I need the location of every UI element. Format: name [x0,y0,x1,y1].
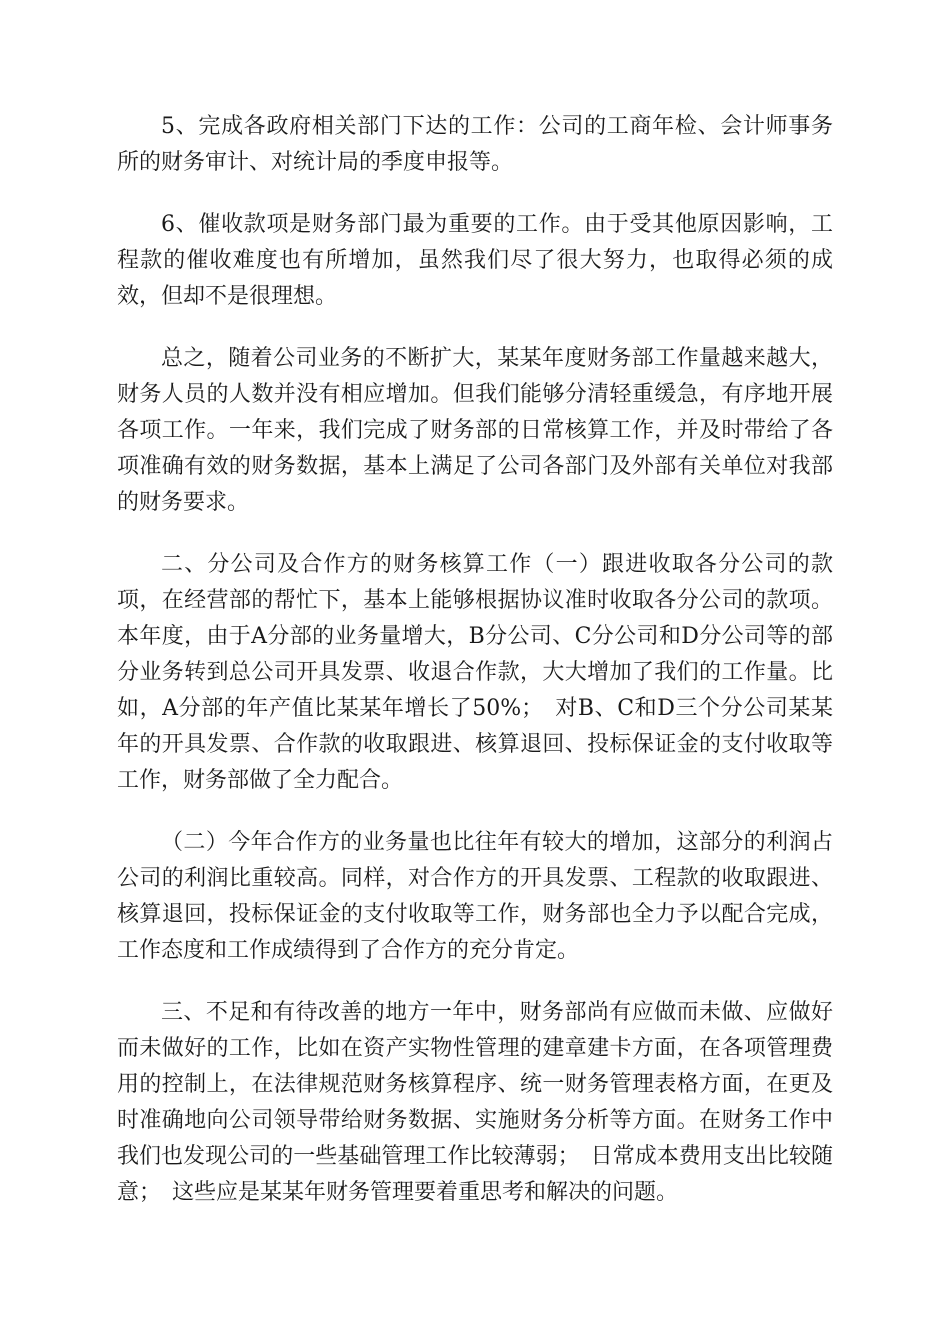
paragraph-item-6: 6、催收款项是财务部门最为重要的工作。由于受其他原因影响，工程款的催收难度也有所增加，虽然我们尽了很大努力，也取得必须的成效，但却不是很理想。 [117,212,833,309]
paragraph-section-three: 三、不足和有待改善的地方一年中，财务部尚有应做而未做、应做好而未做好的工作，比如在资产实物性管理的建章建卡方面，在各项管理费用的控制上，在法律规范财务核算程序、统一财务管理表格方面，在更及时准确地向公司领导带给财务数据、实施财务分析等方面。在财务工作中我们也发现公司的一些基础管理工作比较薄弱； 日常成本费用支出比较随意； 这些应是某某年财务管理要着重思考和解决的问题。 [117,1000,833,1205]
paragraph-summary: 总之，随着公司业务的不断扩大，某某年度财务部工作量越来越大，财务人员的人数并没有相应增加。但我们能够分清轻重缓急，有序地开展各项工作。一年来，我们完成了财务部的日常核算工作，并及时带给了各项准确有效的财务数据，基本上满足了公司各部门及外部有关单位对我部的财务要求。 [117,346,833,515]
document-body [117,109,833,1211]
paragraph-section-two: 二、分公司及合作方的财务核算工作（一）跟进收取各分公司的款项，在经营部的帮忙下，基本上能够根据协议准时收取各分公司的款项。本年度，由于A分部的业务量增大，B分公司、C分公司和D分公司等的部分业务转到总公司开具发票、收退合作款，大大增加了我们的工作量。比如，A分部的年产值比某某年增长了50%； 对B、C和D三个分公司某某年的开具发票、合作款的收取跟进、核算退回、投标保证金的支付收取等工作，财务部做了全力配合。 [117,552,833,793]
paragraph-item-5: 5、完成各政府相关部门下达的工作：公司的工商年检、会计师事务所的财务审计、对统计局的季度申报等。 [117,114,833,175]
paragraph-section-two-part-two: （二）今年合作方的业务量也比往年有较大的增加，这部分的利润占公司的利润比重较高。同样，对合作方的开具发票、工程款的收取跟进、核算退回，投标保证金的支付收取等工作，财务部也全力予以配合完成，工作态度和工作成绩得到了合作方的充分肯定。 [117,830,833,963]
